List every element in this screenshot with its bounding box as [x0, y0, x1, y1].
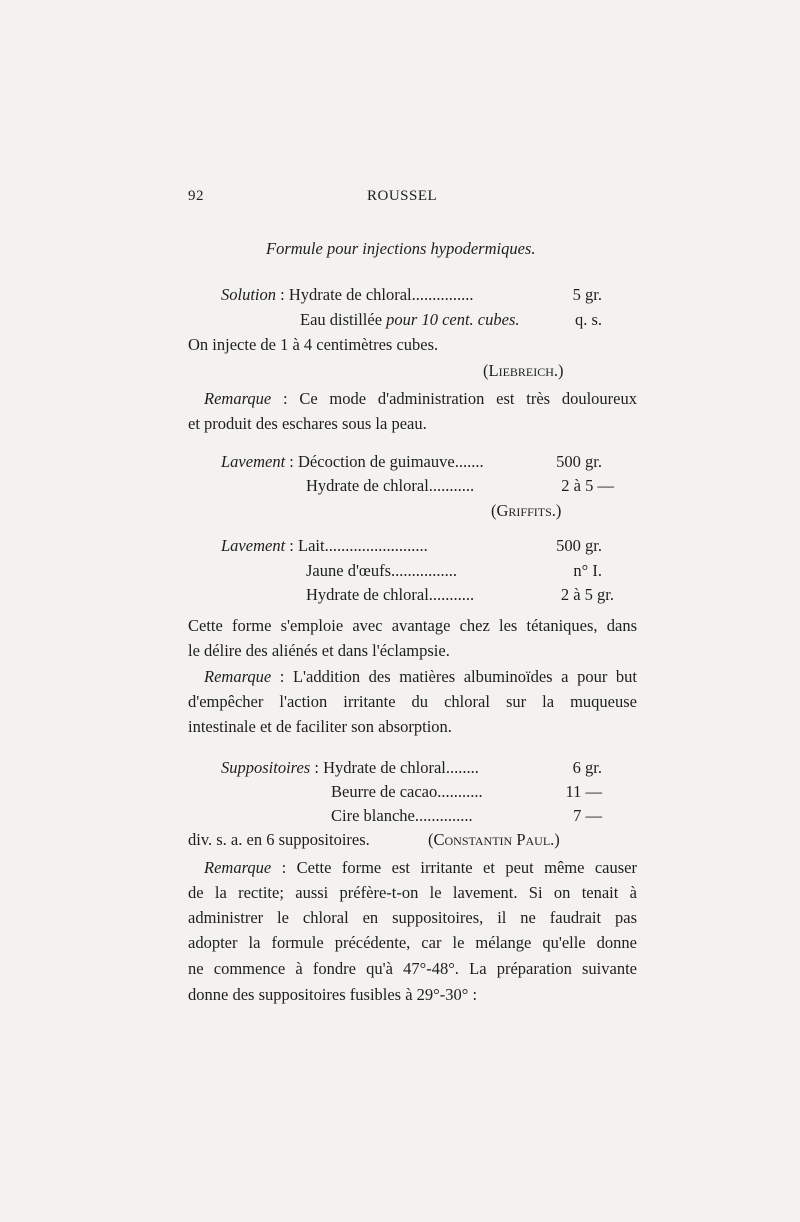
solution-label: Solution — [221, 285, 277, 304]
solution-item-1: Hydrate de chloral............... — [288, 285, 474, 304]
suppositoires-qty-3: 7 — — [573, 806, 602, 825]
remarque-3-line-2: de la rectite; aussi préfère-t-on le lavement. Si on tenait à — [188, 883, 637, 902]
running-title: ROUSSEL — [367, 188, 438, 204]
solution-line-1: Solution : Hydrate de chloral............... — [221, 285, 474, 304]
lavement-1-source: (Griffits.) — [491, 501, 562, 520]
remarque-3-line-4: adopter la formule précédente, car le mélange qu'elle donne — [188, 933, 637, 952]
section-title: Formule pour injections hypodermiques. — [266, 239, 536, 258]
lavement-2-line-3: Hydrate de chloral........... — [306, 585, 475, 604]
suppositoires-div-line: div. s. a. en 6 suppositoires. — [188, 830, 370, 849]
lavement-2-line-2: Jaune d'œufs................ — [306, 561, 457, 580]
lavement-1-label: Lavement — [221, 452, 286, 471]
remarque-3-line-3: administrer le chloral en suppositoires, il ne faudrait pas — [188, 908, 637, 927]
lavement-1-line-2: Hydrate de chloral........... — [306, 476, 475, 495]
lavement-2-line-1: Lavement : Lait......................... — [221, 536, 428, 555]
solution-line-2: Eau distillée pour 10 cent. cubes. — [300, 310, 520, 329]
remarque-3-line-1: Remarque : Cette forme est irritante et peut même causer — [204, 858, 637, 877]
solution-source: (Liebreich.) — [483, 361, 564, 380]
lavement-2-qty-3: 2 à 5 gr. — [560, 585, 614, 604]
lavement-1-qty-2: 2 à 5 — — [561, 476, 614, 495]
remarque-2-line-2: d'empêcher l'action irritante du chloral sur la muqueuse — [188, 692, 637, 711]
suppositoires-qty-2: 11 — — [565, 782, 602, 801]
suppositoires-line-3: Cire blanche.............. — [331, 806, 473, 825]
paragraph-cette-line-2: le délire des aliénés et dans l'éclampsie. — [188, 641, 450, 660]
remarque-1-line-2: et produit des eschares sous la peau. — [188, 414, 427, 433]
suppositoires-label: Suppositoires — [221, 758, 311, 777]
remarque-3-line-6: donne des suppositoires fusibles à 29°-30° : — [188, 985, 478, 1004]
solution-note: On injecte de 1 à 4 centimètres cubes. — [188, 335, 439, 354]
remarque-1-label: Remarque — [204, 389, 272, 408]
remarque-2-line-1: Remarque : L'addition des matières albuminoïdes a pour but — [204, 667, 637, 686]
remarque-1-line-1: Remarque : Ce mode d'administration est très douloureux — [204, 389, 637, 408]
lavement-1-qty-1: 500 gr. — [556, 452, 602, 471]
solution-qty-2: q. s. — [574, 310, 602, 329]
suppositoires-qty-1: 6 gr. — [572, 758, 602, 777]
suppositoires-source: (Constantin Paul.) — [428, 830, 560, 849]
paragraph-cette-line-1: Cette forme s'emploie avec avantage chez les tétaniques, dans — [188, 616, 637, 635]
lavement-2-qty-2: n° I. — [573, 561, 602, 580]
suppositoires-line-2: Beurre de cacao........... — [331, 782, 483, 801]
remarque-2-label: Remarque — [204, 667, 272, 686]
suppositoires-line-1: Suppositoires : Hydrate de chloral........ — [221, 758, 479, 777]
lavement-2-label: Lavement — [221, 536, 286, 555]
page-number: 92 — [188, 188, 204, 204]
solution-qty-1: 5 gr. — [572, 285, 602, 304]
remarque-3-label: Remarque — [204, 858, 272, 877]
remarque-2-line-3: intestinale et de faciliter son absorption. — [188, 717, 452, 736]
remarque-3-line-5: ne commence à fondre qu'à 47°-48°. La préparation suivante — [188, 959, 637, 978]
lavement-1-line-1: Lavement : Décoction de guimauve....... — [221, 452, 484, 471]
lavement-2-qty-1: 500 gr. — [556, 536, 602, 555]
